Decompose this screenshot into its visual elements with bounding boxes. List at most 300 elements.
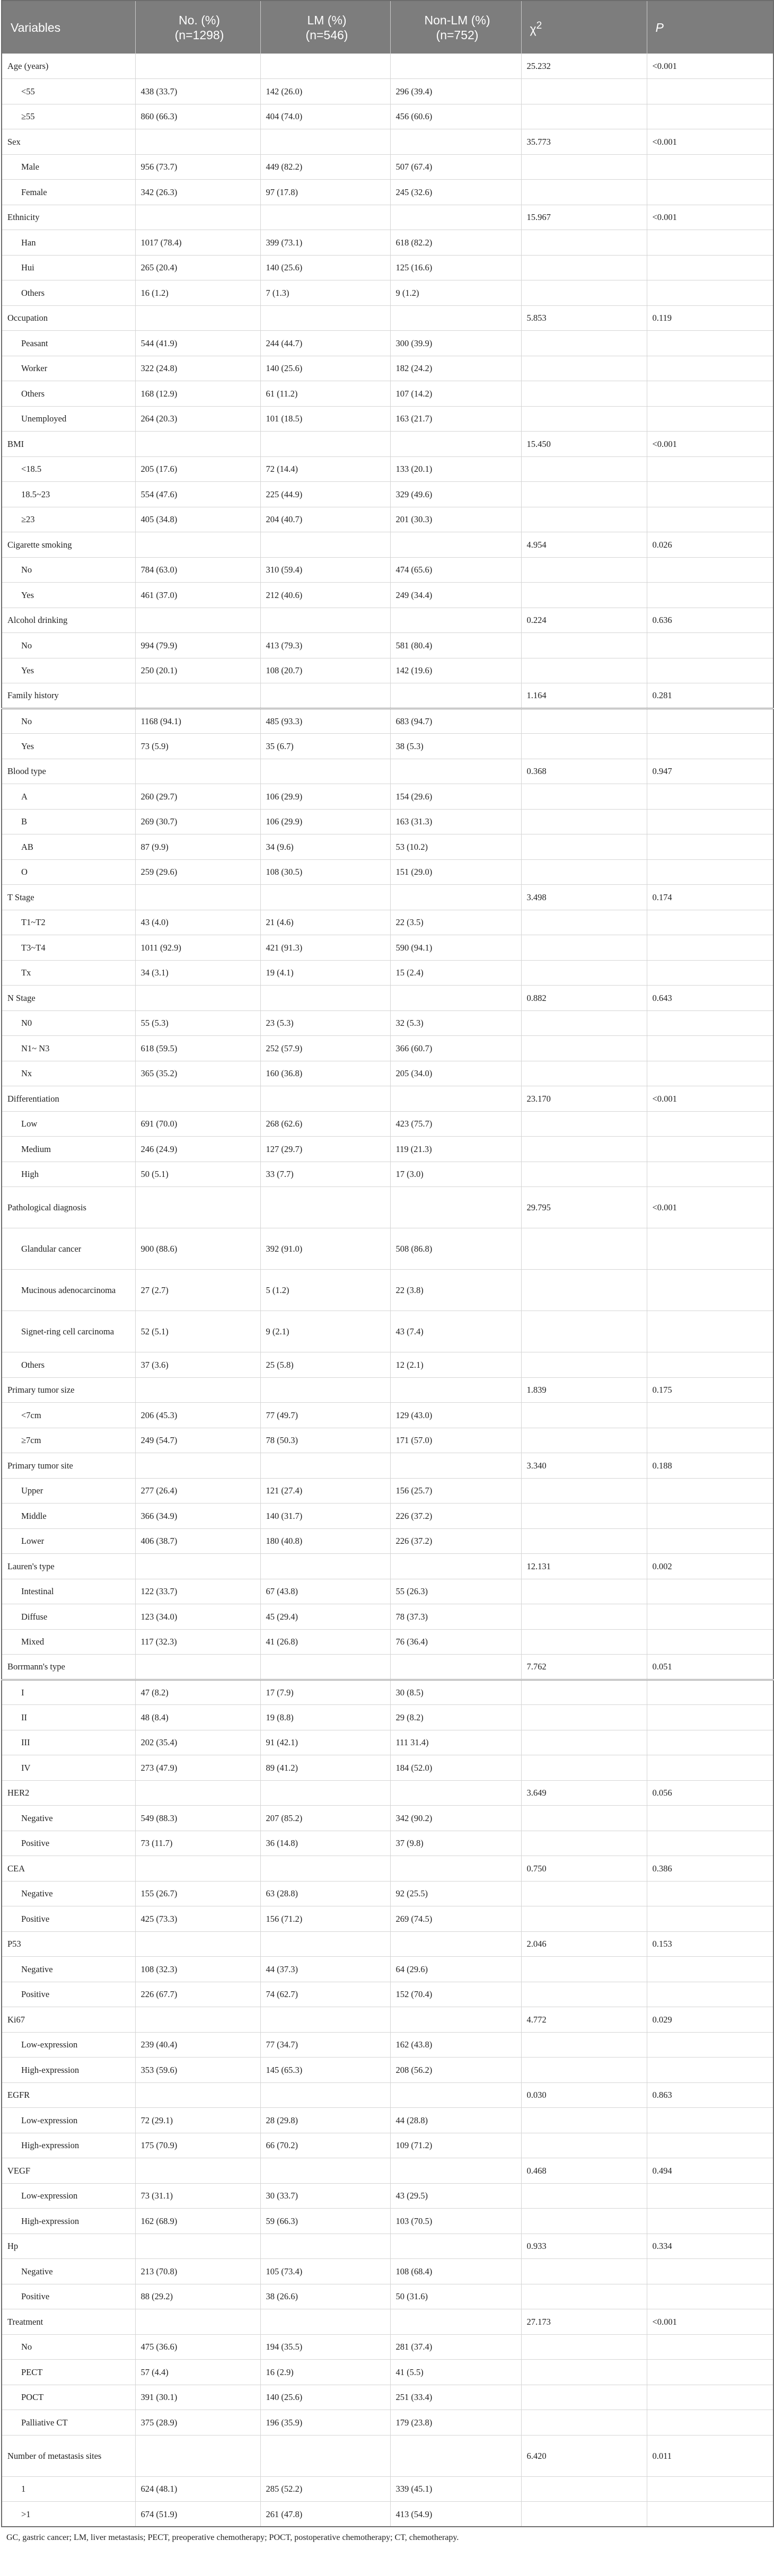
table-row-subcategory: [2, 2334, 773, 2360]
cell-chi-square: 23.170: [521, 1086, 647, 1112]
cell-nonlm: 22 (3.8): [390, 1270, 521, 1311]
cell-variable: VEGF: [2, 2158, 135, 2184]
cell-chi-square: 0.224: [521, 608, 647, 633]
header-nonlm-line1: Non-LM (%): [424, 13, 490, 27]
table-row-subcategory: [2, 1352, 773, 1378]
cell-total: 618 (59.5): [135, 1036, 260, 1061]
cell-nonlm: 107 (14.2): [390, 381, 521, 407]
cell-total: [135, 2435, 260, 2476]
table-row-subcategory: [2, 1755, 773, 1781]
table-row-category: [2, 1377, 773, 1403]
cell-chi-square: [521, 583, 647, 608]
table-row-category: [2, 532, 773, 558]
header-no: [135, 1, 260, 54]
cell-chi-square: [521, 1137, 647, 1162]
table-row-subcategory: [2, 230, 773, 256]
cell-lm: 268 (62.6): [260, 1111, 390, 1137]
table-row-subcategory: [2, 809, 773, 834]
table-row-subcategory: [2, 1579, 773, 1604]
cell-chi-square: [521, 658, 647, 683]
cell-p-value: [647, 79, 773, 104]
cell-lm: 194 (35.5): [260, 2334, 390, 2360]
cell-chi-square: [521, 859, 647, 885]
cell-total: 162 (68.9): [135, 2209, 260, 2234]
cell-chi-square: [521, 960, 647, 986]
cell-lm: 285 (52.2): [260, 2476, 390, 2502]
cell-lm: [260, 129, 390, 155]
table-row-subcategory: [2, 834, 773, 860]
cell-total: 155 (26.7): [135, 1881, 260, 1906]
cell-total: 50 (5.1): [135, 1162, 260, 1187]
cell-lm: 19 (4.1): [260, 960, 390, 986]
cell-variable: Age (years): [2, 54, 135, 79]
cell-variable: CEA: [2, 1856, 135, 1882]
cell-p-value: [647, 1403, 773, 1428]
cell-nonlm: 125 (16.6): [390, 255, 521, 280]
header-p-label: P: [655, 20, 664, 34]
cell-chi-square: 1.839: [521, 1377, 647, 1403]
cell-total: 674 (51.9): [135, 2502, 260, 2527]
cell-total: 226 (67.7): [135, 1982, 260, 2007]
cell-nonlm: [390, 54, 521, 79]
cell-nonlm: [390, 305, 521, 331]
cell-lm: 28 (29.8): [260, 2108, 390, 2133]
cell-p-value: [647, 557, 773, 583]
cell-nonlm: [390, 205, 521, 230]
cell-p-value: [647, 2259, 773, 2284]
cell-nonlm: 151 (29.0): [390, 859, 521, 885]
cell-p-value: [647, 809, 773, 834]
cell-variable: ≥7cm: [2, 1428, 135, 1453]
cell-chi-square: [521, 2058, 647, 2083]
cell-nonlm: 508 (86.8): [390, 1228, 521, 1270]
cell-nonlm: [390, 532, 521, 558]
cell-total: 691 (70.0): [135, 1111, 260, 1137]
cell-total: 73 (11.7): [135, 1831, 260, 1856]
table-row-subcategory: [2, 910, 773, 935]
cell-total: 1168 (94.1): [135, 708, 260, 734]
cell-variable: Ki67: [2, 2007, 135, 2033]
cell-chi-square: [521, 79, 647, 104]
cell-chi-square: [521, 2476, 647, 2502]
cell-total: 117 (32.3): [135, 1629, 260, 1655]
cell-variable: Occupation: [2, 305, 135, 331]
cell-chi-square: [521, 910, 647, 935]
cell-p-value: [647, 331, 773, 356]
cell-variable: No: [2, 708, 135, 734]
cell-total: 425 (73.3): [135, 1906, 260, 1932]
table-row-subcategory: [2, 1528, 773, 1554]
cell-nonlm: 162 (43.8): [390, 2032, 521, 2058]
cell-lm: 101 (18.5): [260, 406, 390, 432]
cell-lm: [260, 2309, 390, 2335]
table-row-subcategory: [2, 583, 773, 608]
cell-p-value: [647, 1831, 773, 1856]
cell-variable: Nx: [2, 1061, 135, 1086]
cell-total: [135, 129, 260, 155]
cell-total: 475 (36.6): [135, 2334, 260, 2360]
cell-total: 16 (1.2): [135, 280, 260, 306]
cell-variable: Others: [2, 381, 135, 407]
cell-variable: IV: [2, 1755, 135, 1781]
header-variables-label: Variables: [11, 20, 61, 34]
table-row-subcategory: [2, 356, 773, 381]
header-chi-sup: 2: [536, 20, 542, 31]
cell-p-value: [647, 2108, 773, 2133]
table-row-subcategory: [2, 935, 773, 961]
cell-total: 994 (79.9): [135, 633, 260, 658]
cell-lm: 21 (4.6): [260, 910, 390, 935]
cell-nonlm: [390, 1377, 521, 1403]
header-chi-base: χ: [530, 22, 536, 36]
cell-p-value: [647, 230, 773, 256]
cell-p-value: [647, 633, 773, 658]
cell-chi-square: [521, 482, 647, 507]
cell-nonlm: 43 (29.5): [390, 2183, 521, 2209]
cell-chi-square: [521, 1604, 647, 1630]
cell-total: 322 (24.8): [135, 356, 260, 381]
cell-p-value: [647, 859, 773, 885]
cell-nonlm: 30 (8.5): [390, 1680, 521, 1705]
cell-total: [135, 986, 260, 1011]
table-row-subcategory: [2, 2133, 773, 2158]
cell-variable: Cigarette smoking: [2, 532, 135, 558]
cell-lm: 34 (9.6): [260, 834, 390, 860]
cell-total: 366 (34.9): [135, 1504, 260, 1529]
cell-chi-square: [521, 2502, 647, 2527]
cell-lm: [260, 305, 390, 331]
table-row-subcategory: [2, 2032, 773, 2058]
table-row-category: [2, 54, 773, 79]
cell-lm: [260, 885, 390, 910]
cell-chi-square: [521, 1403, 647, 1428]
cell-nonlm: 474 (65.6): [390, 557, 521, 583]
cell-chi-square: [521, 2183, 647, 2209]
table-row-subcategory: [2, 708, 773, 734]
cell-chi-square: [521, 1730, 647, 1755]
cell-chi-square: 3.340: [521, 1453, 647, 1479]
table-row-subcategory: [2, 1311, 773, 1352]
table-row-subcategory: [2, 658, 773, 683]
table-row-subcategory: [2, 1629, 773, 1655]
cell-lm: 392 (91.0): [260, 1228, 390, 1270]
cell-p-value: <0.001: [647, 205, 773, 230]
cell-chi-square: [521, 1228, 647, 1270]
cell-total: 123 (34.0): [135, 1604, 260, 1630]
cell-chi-square: 25.232: [521, 54, 647, 79]
cell-chi-square: [521, 2209, 647, 2234]
cell-variable: Hui: [2, 255, 135, 280]
cell-p-value: 0.056: [647, 1780, 773, 1806]
cell-lm: [260, 608, 390, 633]
cell-lm: 35 (6.7): [260, 734, 390, 759]
cell-nonlm: [390, 683, 521, 709]
table-row-category: [2, 1655, 773, 1680]
cell-nonlm: [390, 2082, 521, 2108]
cell-nonlm: 201 (30.3): [390, 507, 521, 532]
cell-chi-square: [521, 255, 647, 280]
cell-total: 249 (54.7): [135, 1428, 260, 1453]
cell-nonlm: 92 (25.5): [390, 1881, 521, 1906]
cell-lm: 105 (73.4): [260, 2259, 390, 2284]
table-row-subcategory: [2, 406, 773, 432]
cell-lm: [260, 683, 390, 709]
cell-chi-square: [521, 1629, 647, 1655]
cell-variable: T3~T4: [2, 935, 135, 961]
cell-lm: 72 (14.4): [260, 456, 390, 482]
cell-nonlm: 683 (94.7): [390, 708, 521, 734]
cell-nonlm: [390, 1655, 521, 1680]
cell-p-value: 0.947: [647, 759, 773, 784]
cell-p-value: 0.281: [647, 683, 773, 709]
cell-nonlm: 129 (43.0): [390, 1403, 521, 1428]
cell-nonlm: 64 (29.6): [390, 1957, 521, 1982]
cell-variable: N1~ N3: [2, 1036, 135, 1061]
cell-chi-square: [521, 708, 647, 734]
cell-total: [135, 1655, 260, 1680]
cell-variable: HER2: [2, 1780, 135, 1806]
cell-lm: 121 (27.4): [260, 1478, 390, 1504]
cell-total: 860 (66.3): [135, 104, 260, 129]
cell-nonlm: 41 (5.5): [390, 2360, 521, 2385]
table-row-category: [2, 1187, 773, 1228]
table-row-subcategory: [2, 633, 773, 658]
cell-chi-square: [521, 104, 647, 129]
cell-nonlm: 37 (9.8): [390, 1831, 521, 1856]
cell-nonlm: 182 (24.2): [390, 356, 521, 381]
cell-variable: <18.5: [2, 456, 135, 482]
cell-lm: 160 (36.8): [260, 1061, 390, 1086]
cell-chi-square: 7.762: [521, 1655, 647, 1680]
cell-p-value: [647, 154, 773, 180]
cell-chi-square: [521, 1680, 647, 1705]
cell-variable: N Stage: [2, 986, 135, 1011]
cell-total: [135, 1780, 260, 1806]
cell-nonlm: 618 (82.2): [390, 230, 521, 256]
cell-total: 405 (34.8): [135, 507, 260, 532]
cell-chi-square: 27.173: [521, 2309, 647, 2335]
cell-nonlm: 226 (37.2): [390, 1528, 521, 1554]
cell-p-value: [647, 2183, 773, 2209]
table-row-subcategory: [2, 1428, 773, 1453]
cell-chi-square: 0.933: [521, 2234, 647, 2259]
table-row-subcategory: [2, 2183, 773, 2209]
header-lm-line1: LM (%): [307, 13, 347, 27]
cell-chi-square: [521, 1755, 647, 1781]
cell-nonlm: 44 (28.8): [390, 2108, 521, 2133]
table-row-subcategory: [2, 1270, 773, 1311]
table-row-subcategory: [2, 1061, 773, 1086]
cell-lm: 225 (44.9): [260, 482, 390, 507]
cell-p-value: 0.334: [647, 2234, 773, 2259]
cell-variable: <7cm: [2, 1403, 135, 1428]
table-row-subcategory: [2, 1831, 773, 1856]
cell-nonlm: 366 (60.7): [390, 1036, 521, 1061]
cell-chi-square: [521, 2108, 647, 2133]
cell-variable: Han: [2, 230, 135, 256]
cell-p-value: [647, 834, 773, 860]
table-row-category: [2, 608, 773, 633]
cell-nonlm: [390, 2309, 521, 2335]
cell-p-value: 0.386: [647, 1856, 773, 1882]
cell-variable: Negative: [2, 1806, 135, 1831]
cell-p-value: [647, 935, 773, 961]
table-row-category: [2, 683, 773, 709]
table-row-subcategory: [2, 280, 773, 306]
table-row-category: [2, 2158, 773, 2184]
cell-lm: 449 (82.2): [260, 154, 390, 180]
table-row-subcategory: [2, 1906, 773, 1932]
cell-nonlm: 76 (36.4): [390, 1629, 521, 1655]
cell-lm: 19 (8.8): [260, 1705, 390, 1730]
cell-p-value: [647, 255, 773, 280]
cell-lm: 77 (49.7): [260, 1403, 390, 1428]
cell-nonlm: 208 (56.2): [390, 2058, 521, 2083]
cell-nonlm: 108 (68.4): [390, 2259, 521, 2284]
cell-p-value: [647, 1680, 773, 1705]
cell-p-value: [647, 482, 773, 507]
cell-p-value: [647, 1111, 773, 1137]
cell-nonlm: 179 (23.8): [390, 2410, 521, 2436]
cell-p-value: [647, 2334, 773, 2360]
cell-nonlm: [390, 1187, 521, 1228]
cell-chi-square: [521, 935, 647, 961]
cell-total: [135, 2007, 260, 2033]
cell-variable: T Stage: [2, 885, 135, 910]
table-row-category: [2, 205, 773, 230]
cell-nonlm: [390, 432, 521, 457]
cell-total: 406 (38.7): [135, 1528, 260, 1554]
cell-p-value: 0.636: [647, 608, 773, 633]
cell-variable: Mixed: [2, 1629, 135, 1655]
cell-chi-square: [521, 331, 647, 356]
cell-lm: 61 (11.2): [260, 381, 390, 407]
cell-chi-square: [521, 1579, 647, 1604]
cell-nonlm: 55 (26.3): [390, 1579, 521, 1604]
cell-nonlm: 78 (37.3): [390, 1604, 521, 1630]
cell-variable: Male: [2, 154, 135, 180]
cell-nonlm: 142 (19.6): [390, 658, 521, 683]
cell-p-value: <0.001: [647, 1086, 773, 1112]
cell-p-value: [647, 708, 773, 734]
cell-chi-square: [521, 1311, 647, 1352]
cell-variable: Low-expression: [2, 2183, 135, 2209]
cell-total: [135, 608, 260, 633]
cell-chi-square: [521, 507, 647, 532]
cell-p-value: [647, 2209, 773, 2234]
cell-nonlm: 423 (75.7): [390, 1111, 521, 1137]
cell-nonlm: 171 (57.0): [390, 1428, 521, 1453]
cell-variable: ≥23: [2, 507, 135, 532]
header-p-value: [647, 1, 773, 54]
table-row-subcategory: [2, 1957, 773, 1982]
cell-nonlm: 111 31.4): [390, 1730, 521, 1755]
cell-chi-square: [521, 1428, 647, 1453]
cell-nonlm: [390, 1931, 521, 1957]
cell-lm: 261 (47.8): [260, 2502, 390, 2527]
cell-p-value: [647, 583, 773, 608]
table-row-subcategory: [2, 1705, 773, 1730]
cell-nonlm: 163 (21.7): [390, 406, 521, 432]
cell-total: 205 (17.6): [135, 456, 260, 482]
header-no-line2: (n=1298): [174, 28, 224, 42]
cell-nonlm: 226 (37.2): [390, 1504, 521, 1529]
cell-p-value: 0.153: [647, 1931, 773, 1957]
table-row-subcategory: [2, 557, 773, 583]
cell-p-value: [647, 1982, 773, 2007]
cell-total: [135, 1187, 260, 1228]
cell-variable: POCT: [2, 2385, 135, 2410]
cell-total: 544 (41.9): [135, 331, 260, 356]
table-row-subcategory: [2, 2284, 773, 2309]
cell-chi-square: [521, 1982, 647, 2007]
cell-p-value: [647, 1806, 773, 1831]
cell-nonlm: 109 (71.2): [390, 2133, 521, 2158]
cell-lm: [260, 2234, 390, 2259]
cell-chi-square: [521, 1010, 647, 1036]
cell-p-value: [647, 2360, 773, 2385]
cell-p-value: 0.026: [647, 532, 773, 558]
cell-total: [135, 54, 260, 79]
cell-lm: [260, 532, 390, 558]
cell-nonlm: 184 (52.0): [390, 1755, 521, 1781]
cell-chi-square: [521, 154, 647, 180]
cell-lm: 67 (43.8): [260, 1579, 390, 1604]
cell-total: 269 (30.7): [135, 809, 260, 834]
cell-chi-square: [521, 633, 647, 658]
header-nonlm: [390, 1, 521, 54]
table-row-category: [2, 1856, 773, 1882]
cell-chi-square: 0.368: [521, 759, 647, 784]
cell-total: 108 (32.3): [135, 1957, 260, 1982]
cell-variable: Palliative CT: [2, 2410, 135, 2436]
cell-chi-square: [521, 1528, 647, 1554]
cell-chi-square: 5.853: [521, 305, 647, 331]
cell-chi-square: [521, 2133, 647, 2158]
cell-lm: [260, 2158, 390, 2184]
cell-variable: High: [2, 1162, 135, 1187]
cell-total: 1017 (78.4): [135, 230, 260, 256]
table-row-subcategory: [2, 2058, 773, 2083]
cell-variable: >1: [2, 2502, 135, 2527]
cell-p-value: [647, 2410, 773, 2436]
table-row-subcategory: [2, 331, 773, 356]
cell-lm: 44 (37.3): [260, 1957, 390, 1982]
cell-lm: 16 (2.9): [260, 2360, 390, 2385]
table-row-subcategory: [2, 104, 773, 129]
cell-p-value: [647, 2385, 773, 2410]
table-row-subcategory: [2, 1111, 773, 1137]
cell-total: 784 (63.0): [135, 557, 260, 583]
cell-lm: 142 (26.0): [260, 79, 390, 104]
table-row-subcategory: [2, 1504, 773, 1529]
cell-p-value: [647, 960, 773, 986]
cell-p-value: [647, 1010, 773, 1036]
cell-p-value: 0.174: [647, 885, 773, 910]
table-row-category: [2, 432, 773, 457]
table-row-subcategory: [2, 2476, 773, 2502]
cell-nonlm: 53 (10.2): [390, 834, 521, 860]
cell-total: 55 (5.3): [135, 1010, 260, 1036]
cell-variable: Yes: [2, 734, 135, 759]
cell-nonlm: 9 (1.2): [390, 280, 521, 306]
cell-lm: 9 (2.1): [260, 1311, 390, 1352]
cell-variable: Mucinous adenocarcinoma: [2, 1270, 135, 1311]
cell-chi-square: 3.498: [521, 885, 647, 910]
cell-nonlm: [390, 885, 521, 910]
cell-nonlm: [390, 129, 521, 155]
cell-lm: 41 (26.8): [260, 1629, 390, 1655]
